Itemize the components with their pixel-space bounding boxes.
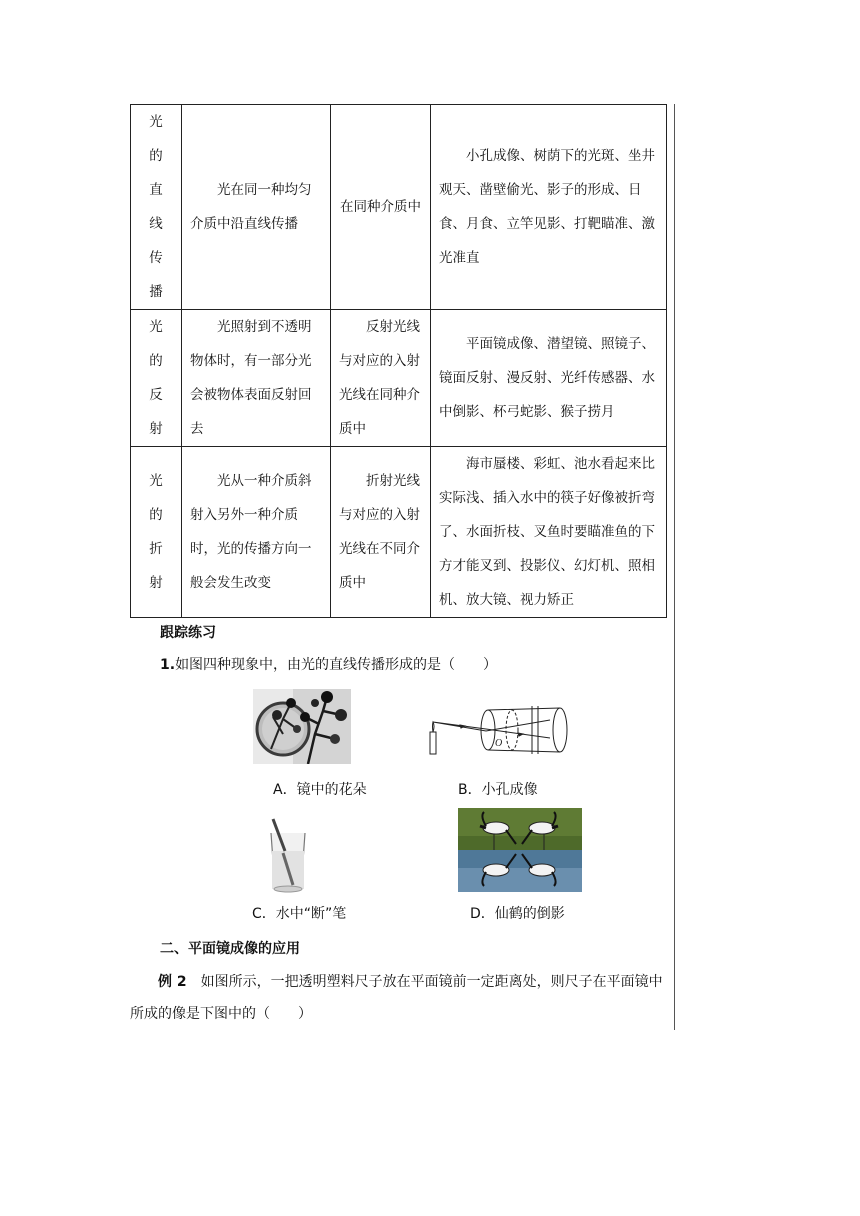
law-cell: 光在同一种均匀介质中沿直线传播 [182,105,331,310]
question-number: 1. [160,657,176,673]
example-2 [130,966,670,1030]
figure-d-crane-reflection [458,808,582,892]
option-c: C．水中“断”笔 [252,906,347,922]
question-1 [160,654,497,674]
condition-cell: 在同种介质中 [331,105,431,310]
examples-cell: 平面镜成像、潜望镜、照镜子、镜面反射、漫反射、光纤传感器、水中倒影、杯弓蛇影、猴子捞月 [431,310,667,447]
table-row [131,447,667,618]
row-name-cell: 光 的 直 线 传 播 [131,105,182,310]
example-text: 如图所示，一把透明塑料尺子放在平面镜前一定距离处，则尺子在平面镜中所成的像是下图中的（ ） [130,974,663,1022]
table-row [131,310,667,447]
light-properties-table [130,104,667,618]
option-a: A．镜中的花朵 [273,782,367,798]
figure-b-label: O [495,738,503,749]
option-d: D．仙鹤的倒影 [470,906,565,922]
figure-c-broken-pen [263,815,311,893]
option-b: B．小孔成像 [458,782,538,798]
condition-cell: 反射光线与对应的入射光线在同种介质中 [331,310,431,447]
law-cell: 光照射到不透明物体时，有一部分光会被物体表面反射回去 [182,310,331,447]
question-text: 如图四种现象中，由光的直线传播形成的是（ ） [175,657,498,673]
examples-cell: 小孔成像、树荫下的光斑、坐井观天、凿壁偷光、影子的形成、日食、月食、立竿见影、打靶瞄准、激光准直 [431,105,667,310]
row-name-cell: 光 的 折 射 [131,447,182,618]
margin-line [674,104,675,1030]
section-2-heading: 二、平面镜成像的应用 [160,941,300,957]
law-cell: 光从一种介质斜射入另外一种介质时，光的传播方向一般会发生改变 [182,447,331,618]
example-label: 例 2 [158,974,187,990]
condition-cell: 折射光线与对应的入射光线在不同介质中 [331,447,431,618]
practice-heading: 跟踪练习 [160,625,216,641]
table-row [131,105,667,310]
figure-b-pinhole-camera [420,696,580,760]
figure-a-mirror-flowers [253,689,351,764]
row-name-cell: 光 的 反 射 [131,310,182,447]
examples-cell: 海市蜃楼、彩虹、池水看起来比实际浅、插入水中的筷子好像被折弯了、水面折枝、叉鱼时要瞄准鱼的下方才能叉到、投影仪、幻灯机、照相机、放大镜、视力矫正 [431,447,667,618]
